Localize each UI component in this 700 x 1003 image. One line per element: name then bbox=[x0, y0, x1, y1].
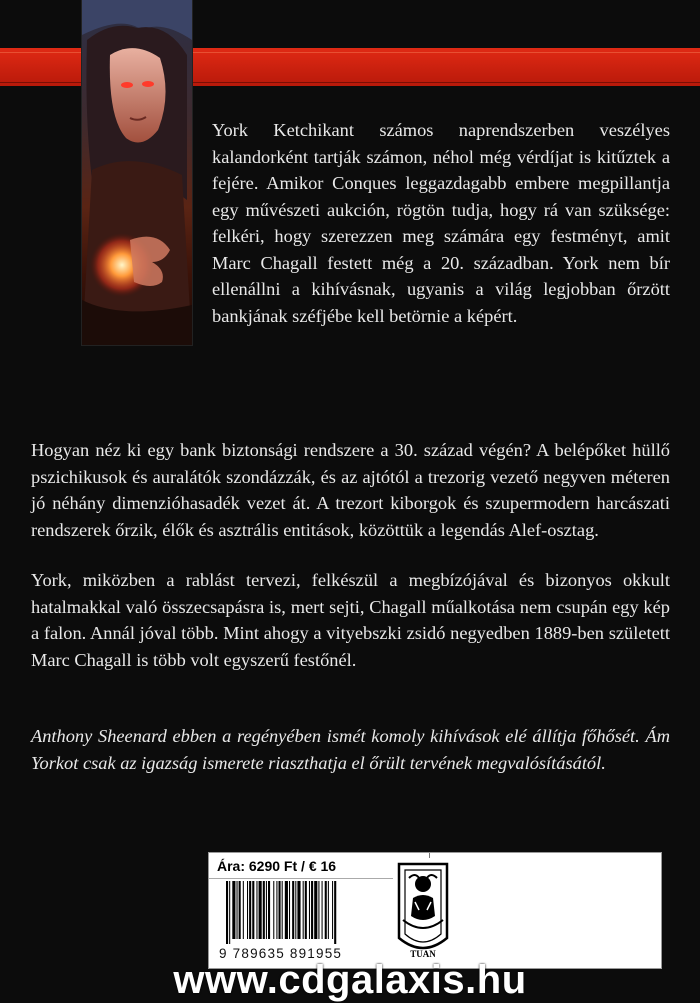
author-blurb: Anthony Sheenard ebben a regényében ismét komoly kihívások elé állítja főhősét. Ám Yorkot csak az igazság ismerete riaszthatja el őrült tervének megvalósításától. bbox=[31, 726, 670, 773]
website-url: www.cdgalaxis.hu bbox=[173, 958, 527, 1002]
barcode-icon bbox=[224, 881, 379, 944]
price-label: Ára: 6290 Ft / € 16 bbox=[217, 858, 337, 874]
publisher-logo-text: TUAN bbox=[410, 949, 436, 959]
description-paragraph-1: York Ketchikant számos naprendszerben veszélyes kalandorként tartják számon, néhol még vérdíjat is kitűztek a fejére. Amikor Conques leggazdagabb embere megpillantja egy művészeti aukción, rögtön tudja, hogy rá van szüksége: felkéri, hogy szerezzen meg számára egy festményt, amit Marc Chagall festett még a 20. században. York nem bír ellenállni a kihívásnak, ugyanis a világ legjobban őrzött bankjának széfjébe kell betörnie a képért. bbox=[212, 120, 670, 326]
cover-art-image bbox=[82, 0, 192, 345]
barcode-digits: 9 789635 891955 bbox=[219, 946, 343, 961]
description-paragraph-3: York, miközben a rablást tervezi, felkészül a megbízójával és bizonyos okkult hatalmakkal való összecsapásra is, mert sejti, Chagall műalkotása nem csupán egy kép a falon. Annál jóval több. Mint ahogy a vityebszki zsidó negyedben 1889-ben született Marc Chagall is több volt egyszerű festőnél. bbox=[31, 570, 670, 670]
description-paragraph-2: Hogyan néz ki egy bank biztonsági rendszere a 30. század végén? A belépőket hüllő pszichikusok és auralátók szondázzák, és az ajtótól a trezorig vezető negyven méteren jó néhány dimenzióhasadék vezet át. A trezort kiborgok és szupermodern harcászati rendszerek őrzik, élők és asztrális entitások, közöttük a legendás Alef-osztag. bbox=[31, 440, 670, 540]
publisher-logo bbox=[393, 858, 453, 966]
